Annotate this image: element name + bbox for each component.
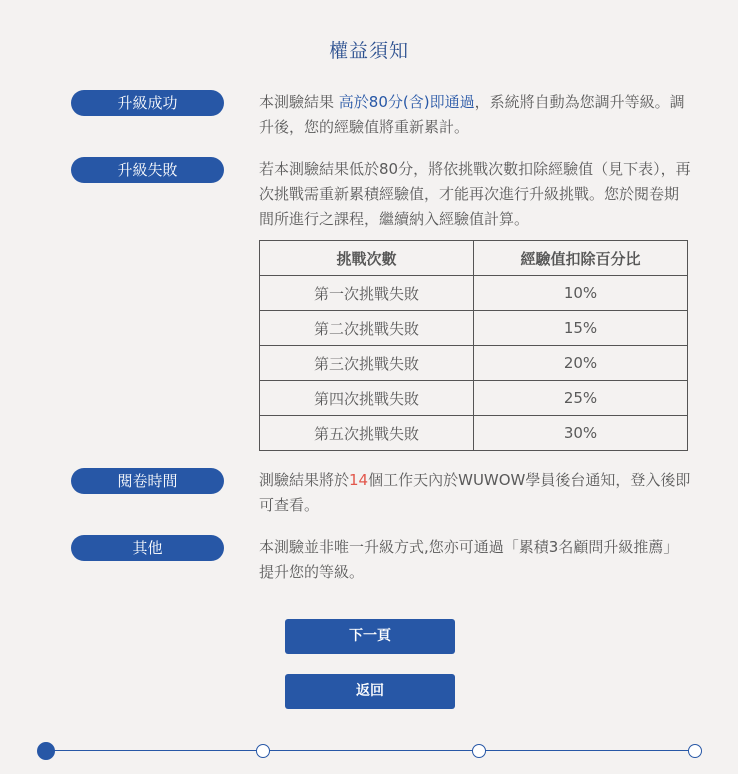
other-text: 本測驗並非唯一升級方式,您亦可通過「累積3名顧問升級推薦」提升您的等級。 [259,538,679,581]
percent-cell: 20% [474,346,688,381]
review-days-highlight: 14 [349,471,369,489]
table-header-row [260,241,688,276]
upgrade-fail-badge: 升級失敗 [71,157,224,183]
progress-track [45,750,695,751]
header-attempts: 挑戰次數 [260,241,474,276]
attempt-cell: 第二次挑戰失敗 [260,311,474,346]
upgrade-success-badge: 升級成功 [71,90,224,116]
attempt-cell: 第五次挑戰失敗 [260,416,474,451]
attempt-cell: 第三次挑戰失敗 [260,346,474,381]
upgrade-fail-text: 若本測驗結果低於80分，將依挑戰次數扣除經驗值（見下表），再次挑戰需重新累積經驗值，才能再次進行升級挑戰。您於閱卷期間所進行之課程，繼續納入經驗值計算。 [259,160,691,228]
next-page-button[interactable]: 下一頁 [285,619,455,654]
step-dot-2 [256,744,270,758]
table-row [260,346,688,381]
percent-cell: 30% [474,416,688,451]
upgrade-success-text-before: 本測驗結果 [259,93,339,111]
review-time-text-after: 個工作天內於WUWOW學員後台通知，登入後即可查看。 [259,471,691,514]
penalty-table [259,240,688,451]
upgrade-success-text [259,90,691,140]
upgrade-success-text-after: ，系統將自動為您調升等級。調升後，您的經驗值將重新累計。 [259,93,685,136]
step-dot-1 [37,742,55,760]
header-penalty-percent: 經驗值扣除百分比 [474,241,688,276]
step-dot-3 [472,744,486,758]
table-row [260,381,688,416]
pass-threshold-highlight: 高於80分(含)即通過 [338,93,475,111]
percent-cell: 25% [474,381,688,416]
percent-cell: 15% [474,311,688,346]
page-title: 權益須知 [328,40,409,62]
review-time-badge: 閱卷時間 [71,468,224,494]
step-dot-4 [688,744,702,758]
percent-cell: 10% [474,276,688,311]
attempt-cell: 第一次挑戰失敗 [260,276,474,311]
back-button[interactable]: 返回 [285,674,455,709]
review-time-text-before: 測驗結果將於 [259,471,350,489]
table-row [260,311,688,346]
attempt-cell: 第四次挑戰失敗 [260,381,474,416]
table-row [260,416,688,451]
other-badge: 其他 [71,535,224,561]
table-row [260,276,688,311]
review-time-text [259,468,691,518]
